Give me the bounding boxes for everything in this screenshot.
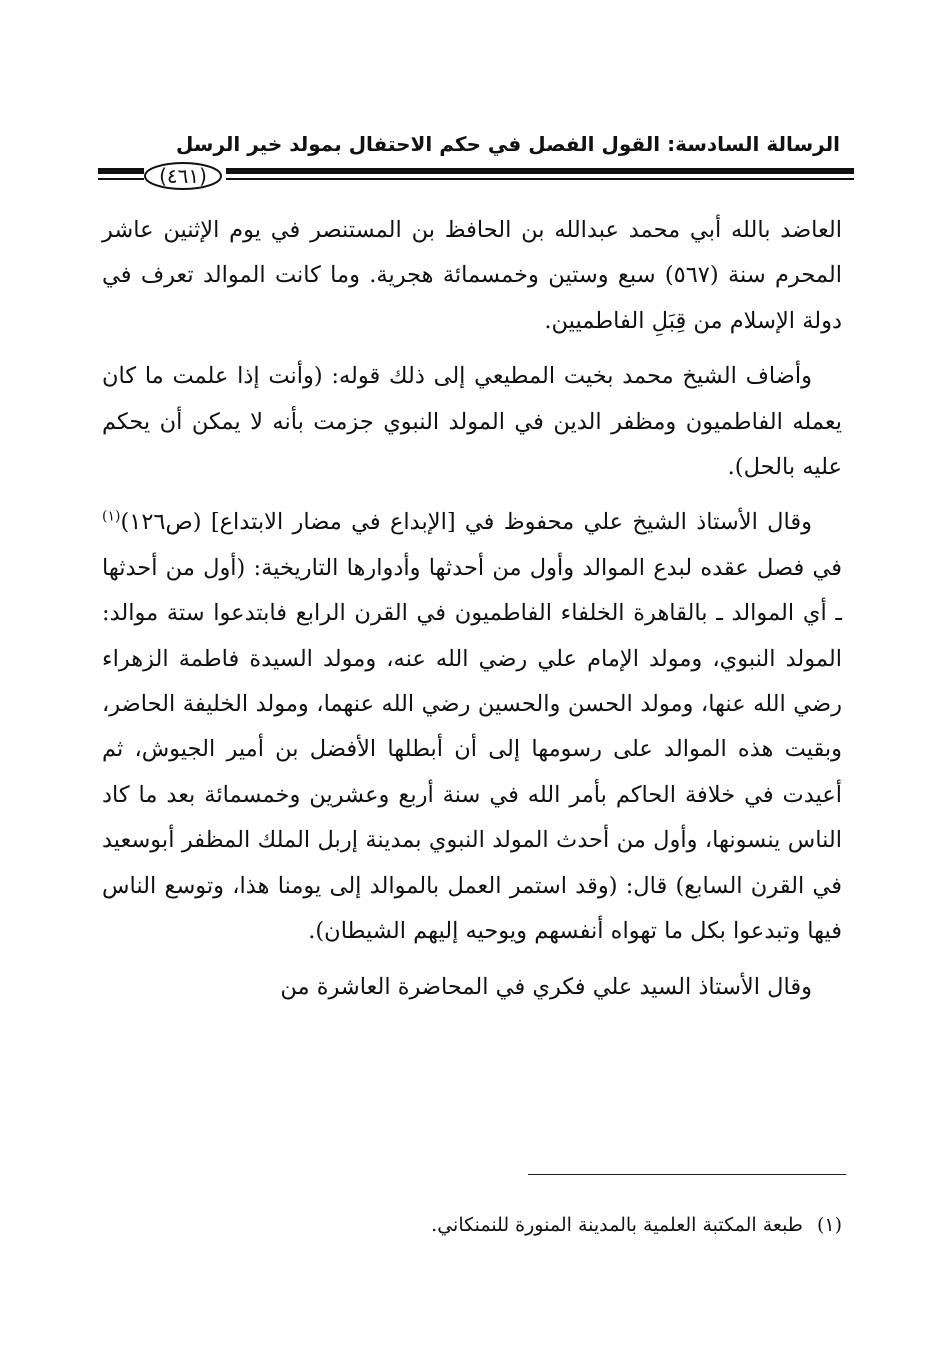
footnote-separator bbox=[528, 1174, 846, 1175]
paragraph-1: العاضد بالله أبي محمد عبدالله بن الحافظ بن المستنصر في يوم الإثنين عاشر المحرم سنة (٥٦٧) سبع وستين وخمسمائة هجرية. وما كانت الموالد تعرف في دولة الإسلام من قِبَلِ الفاطميين. bbox=[102, 217, 842, 334]
header-rule bbox=[98, 160, 854, 194]
running-header-title: الرسالة السادسة: القول الفصل في حكم الاحتفال بمولد خير الرسل bbox=[175, 132, 840, 156]
main-text bbox=[102, 208, 842, 1020]
paragraph-3-lead: وقال الأستاذ الشيخ علي محفوظ في [الإبداع في مضار الابتداع] (ص١٢٦) bbox=[120, 509, 812, 536]
paragraph-2: وأضاف الشيخ محمد بخيت المطيعي إلى ذلك قوله: (وأنت إذا علمت ما كان يعمله الفاطميون ومظفر الدين في المولد النبوي جزمت بأنه لا يمكن أن يحكم عليه بالحل). bbox=[102, 363, 842, 481]
footnote-marker: (١) bbox=[816, 1214, 842, 1236]
paragraph-3 bbox=[102, 500, 842, 954]
paragraph-3-rest: في فصل عقده لبدع الموالد وأول من أحدثها وأدوارها التاريخية: (أول من أحدثها ـ أي الموالد ـ بالقاهرة الخلفاء الفاطميون في القرن الرابع فابتدعوا ستة موالد: المولد النبوي، ومولد الإمام علي رضي الله عنه، ومولد السيدة فاطمة الزهراء رضي الله عنها، ومولد الحسن والحسين رضي الله عنهما، ومولد الخليفة الحاضر، وبقيت هذه الموالد على رسومها إلى أن أبطلها الأفضل بن أمير الجيوش، ثم أعيدت في خلافة الحاكم بأمر الله في سنة أربع وعشرين وخمسمائة بعد ما كاد الناس ينسونها، وأول من أحدث المولد النبوي بمدينة إربل الملك المظفر أبوسعيد في القرن السابع) قال: (وقد استمر العمل بالموالد إلى يومنا هذا، وتوسع الناس فيها وتبدعوا بكل ما تهواه أنفسهم ويوحيه إليهم الشيطان). bbox=[102, 554, 842, 945]
footnote-reference[interactable]: (١) bbox=[102, 508, 121, 525]
paragraph-4: وقال الأستاذ السيد علي فكري في المحاضرة العاشرة من bbox=[280, 973, 812, 1000]
footnote bbox=[200, 1208, 842, 1242]
page-number: (٤٦١) bbox=[159, 164, 207, 188]
footnote-text: طبعة المكتبة العلمية بالمدينة المنورة للنمنكاني. bbox=[431, 1214, 803, 1236]
